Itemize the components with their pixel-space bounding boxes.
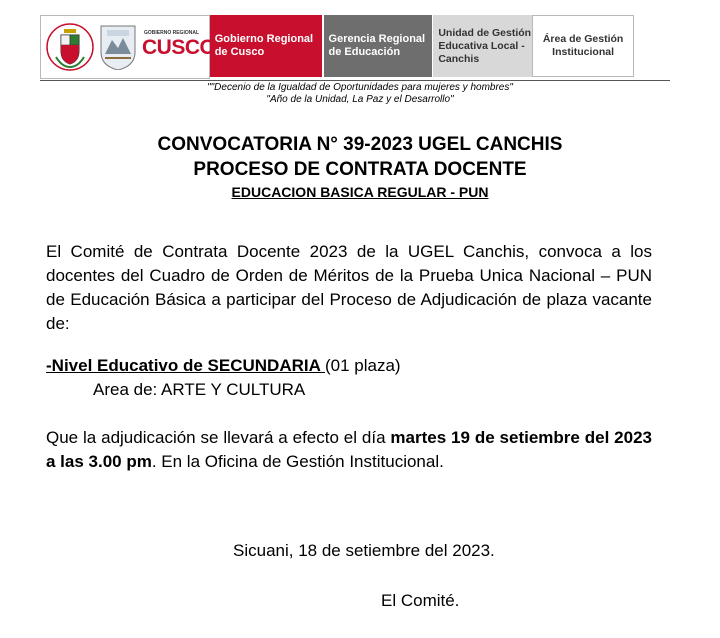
logo-small-text: GOBIERNO REGIONAL xyxy=(144,30,200,36)
document-title-1: CONVOCATORIA N° 39-2023 UGEL CANCHIS xyxy=(157,134,563,155)
adjudication-post: . En la Oficina de Gestión Institucional. xyxy=(151,452,444,471)
signature: El Comité. xyxy=(381,591,460,610)
intro-paragraph: El Comité de Contrata Docente 2023 de la UGEL Canchis, convoca a los docentes del Cuadro de Orden de Méritos de la Prueba Unica Nacional – PUN de Educación Básica a participar del Proceso de Adjudicación de plaza vacante de: xyxy=(46,242,652,333)
logo-box xyxy=(40,15,216,79)
header-cell-gerencia: Gerencia Regional de Educación xyxy=(322,15,433,77)
header-cell-area: Área de Gestión Institucional xyxy=(532,15,634,77)
nivel-plazas: (01 plaza) xyxy=(324,356,401,375)
adjudication-date: martes 19 de setiembre del 2023 a las 3.00 pm xyxy=(46,428,652,471)
place-date: Sicuani, 18 de setiembre del 2023. xyxy=(233,541,495,560)
nivel-label: -Nivel Educativo de SECUNDARIA xyxy=(46,356,325,375)
letterhead xyxy=(40,15,634,79)
area-line: Area de: ARTE Y CULTURA xyxy=(93,380,306,399)
logo-cusco-word: CUSCO xyxy=(142,36,216,59)
header-cell-gobierno: Gobierno Regional de Cusco xyxy=(210,15,322,77)
cusco-emblem-icon xyxy=(97,20,139,70)
header-divider xyxy=(40,80,670,81)
document-title-2: PROCESO DE CONTRATA DOCENTE xyxy=(193,159,527,180)
nivel-line xyxy=(46,354,401,378)
motto-line-2: "Año de la Unidad, La Paz y el Desarrollo" xyxy=(266,94,454,105)
motto-line-1: ""Decenio de la Igualdad de Oportunidades para mujeres y hombres" xyxy=(207,82,513,93)
adjudication-pre: Que la adjudicación se llevará a efecto el día xyxy=(46,428,391,447)
header-cell-ugel: Unidad de Gestión Educativa Local - Canchis xyxy=(432,15,532,77)
peru-shield-icon xyxy=(46,21,94,73)
document-subtitle: EDUCACION BASICA REGULAR - PUN xyxy=(231,184,489,200)
adjudication-paragraph xyxy=(46,426,652,474)
